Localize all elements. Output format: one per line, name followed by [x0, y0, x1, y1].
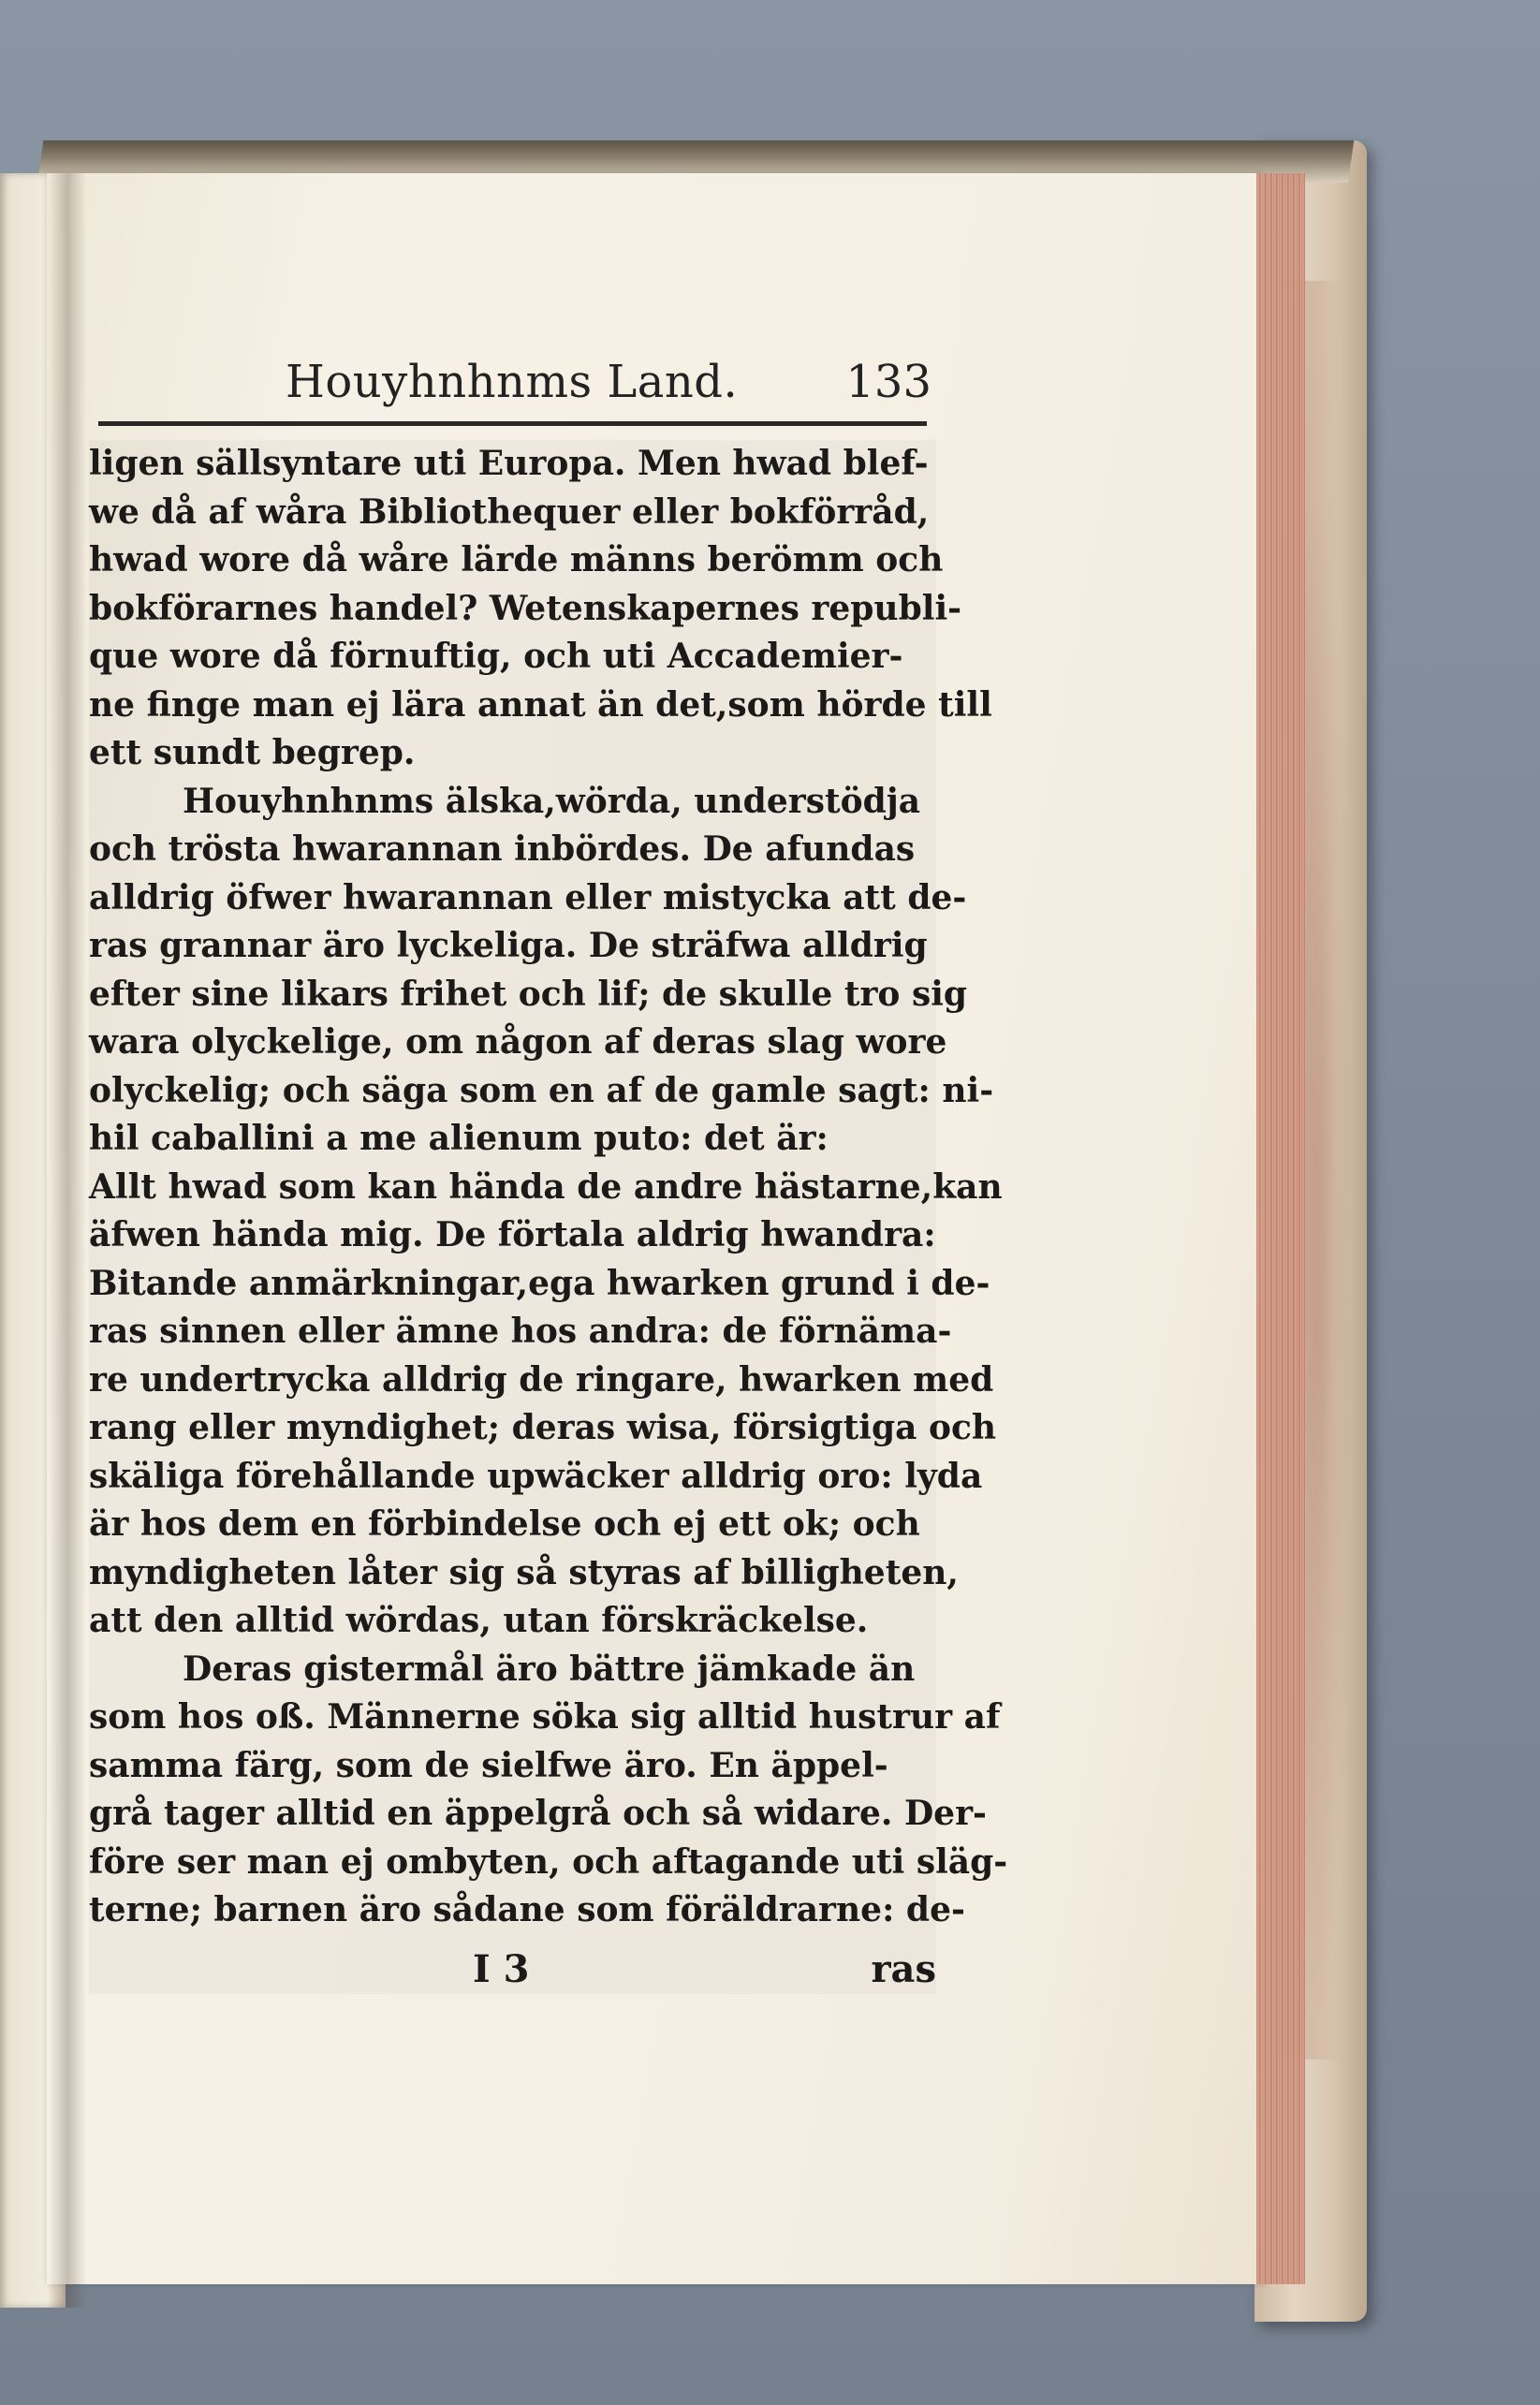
header-rule: [98, 421, 927, 426]
text-line: bokförarnes handel? Wetenskapernes republi-: [89, 588, 962, 628]
running-title: Houyhnhnms Land.: [286, 356, 739, 408]
text-line: hwad wore då wåre lärde männs berömm och: [89, 540, 944, 579]
text-line: terne; barnen äro sådane som föräldrarne: de-: [89, 1890, 965, 1929]
text-line: Deras gistermål äro bättre jämkade än: [183, 1649, 916, 1689]
signature-mark: I 3: [473, 1947, 530, 1991]
text-line: ras grannar äro lyckeliga. De sträfwa alldrig: [89, 926, 928, 965]
text-line: grå tager alltid en äppelgrå och så widare. Der-: [89, 1794, 987, 1833]
text-line: Bitande anmärkningar,ega hwarken grund i de-: [89, 1263, 990, 1303]
text-line: ett sundt begrep.: [89, 733, 416, 772]
page-footer: [89, 1947, 936, 2003]
running-header: [286, 356, 931, 412]
text-line: alldrig öfwer hwarannan eller mistycka att de-: [89, 877, 967, 917]
text-line: att den alltid wördas, utan förskräckelse.: [89, 1601, 869, 1640]
text-line: samma färg, som de sielfwe äro. En äppel-: [89, 1745, 888, 1785]
text-line: ligen sällsyntare uti Europa. Men hwad blef-: [89, 444, 929, 483]
body-text: [89, 440, 1008, 1994]
text-line: och trösta hwarannan inbördes. De afundas: [89, 829, 916, 869]
text-line: hil caballini a me alienum puto: det är:: [89, 1119, 829, 1158]
text-line: rang eller myndighet; deras wisa, försigtiga och: [89, 1408, 997, 1447]
catchword: ras: [871, 1947, 936, 1991]
text-line: Allt hwad som kan hända de andre hästarne,kan: [89, 1166, 1003, 1207]
page-number: 133: [845, 356, 931, 408]
text-line: ne finge man ej lära annat än det,som hörde till: [89, 684, 992, 725]
text-line: skäliga förehållande upwäcker alldrig oro: lyda: [89, 1456, 983, 1496]
text-line: som hos oß. Männerne söka sig alltid hustrur af: [89, 1697, 1001, 1737]
text-line: Houyhnhnms älska,wörda, understödja: [183, 781, 921, 821]
text-line: wara olyckelige, om någon af deras slag wore: [89, 1022, 947, 1062]
text-line: we då af wåra Bibliothequer eller bokförråd,: [89, 491, 930, 532]
spine-shadow: [49, 173, 86, 2308]
red-page-edges: [1256, 173, 1305, 2284]
text-line: olyckelig; och säga som en af de gamle sagt: ni-: [89, 1070, 994, 1110]
text-line: äfwen hända mig. De förtala aldrig hwandra:: [89, 1215, 936, 1254]
text-line: före ser man ej ombyten, och aftagande uti släg-: [89, 1841, 1008, 1882]
text-line: efter sine likars frihet och lif; de skulle tro sig: [89, 974, 968, 1014]
text-line: myndigheten låter sig så styras af billigheten,: [89, 1552, 959, 1592]
text-line: är hos dem en förbindelse och ej ett ok; och: [89, 1504, 920, 1544]
text-line: re undertrycka alldrig de ringare, hwarken med: [89, 1359, 994, 1400]
text-line: ras sinnen eller ämne hos andra: de förnäma-: [89, 1312, 952, 1351]
text-line: que wore då förnuftig, och uti Accademier-: [89, 637, 903, 676]
